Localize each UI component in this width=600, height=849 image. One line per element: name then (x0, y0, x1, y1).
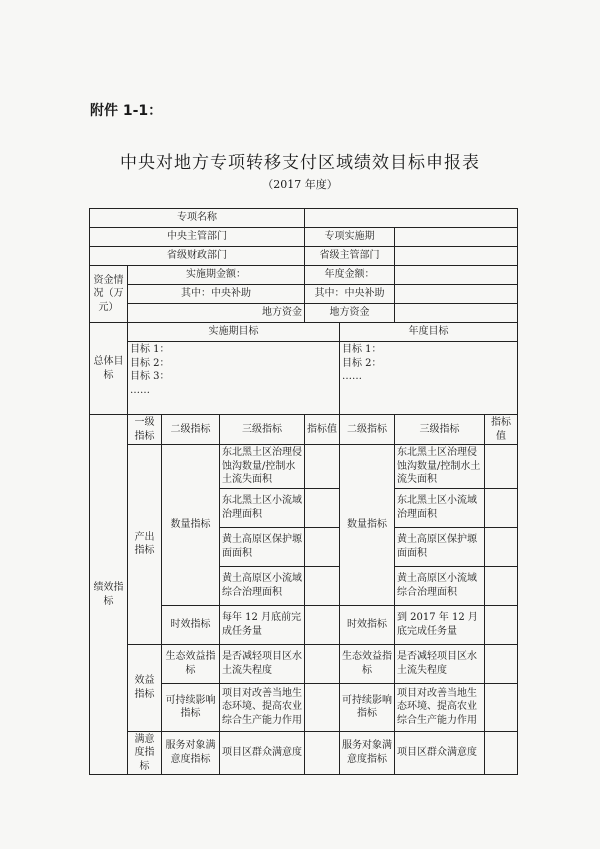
table-cell: 项目区群众满意度 (220, 731, 305, 775)
central-dept-label: 中央主管部门 (90, 228, 305, 247)
table-cell (485, 445, 518, 489)
table-cell (485, 644, 518, 683)
benefit-indicator: 效益指标 (128, 644, 162, 731)
sustain-indicator: 可持续影响指标 (162, 683, 220, 731)
goals-label: 总体目标 (90, 323, 128, 415)
funds-label: 资金情况（万元） (90, 266, 128, 323)
year-goals-header: 年度目标 (340, 323, 518, 342)
year-amount-label: 年度金额： (305, 266, 395, 285)
attachment-label: 附件 1-1： (90, 103, 163, 119)
table-cell: 东北黑土区小流域治理面积 (220, 488, 305, 527)
period-goals-header: 实施期目标 (128, 323, 340, 342)
timeliness-indicator-year: 时效指标 (340, 605, 395, 644)
table-cell: 是否减轻项目区水土流失程度 (395, 644, 485, 683)
satisfaction-indicator: 满意度指标 (128, 731, 162, 775)
project-name-label: 专项名称 (90, 209, 305, 228)
performance-target-table (89, 208, 518, 775)
project-name-value (305, 209, 518, 228)
prov-finance-label: 省级财政部门 (90, 247, 305, 266)
local-funds-year-value (395, 304, 518, 323)
table-cell: 东北黑土区治理侵蚀沟数量/控制水土流失面积 (220, 445, 305, 489)
table-cell (485, 527, 518, 566)
list-item: …… (342, 371, 362, 382)
year-label: （2017 年度） (262, 178, 338, 191)
table-cell: 项目对改善当地生态环境、提高农业综合生产能力作用 (395, 683, 485, 731)
table-cell (305, 731, 340, 775)
level3-header-year: 三级指标 (395, 415, 485, 445)
local-funds-year-label: 地方资金 (305, 304, 395, 323)
prov-dept-value (395, 247, 518, 266)
level2-header: 二级指标 (162, 415, 220, 445)
service-indicator-year: 服务对象满意度指标 (340, 731, 395, 775)
table-cell: 项目区群众满意度 (395, 731, 485, 775)
eco-indicator: 生态效益指标 (162, 644, 220, 683)
list-item: 目标 2： (130, 357, 170, 369)
table-cell: 东北黑土区治理侵蚀沟数量/控制水土流失面积 (395, 445, 485, 489)
page-title: 中央对地方专项转移支付区域绩效目标申报表 (120, 153, 480, 173)
quantity-indicator-year: 数量指标 (340, 445, 395, 606)
impl-period-value (395, 228, 518, 247)
year-goals-list (340, 342, 518, 415)
table-cell: 东北黑土区小流域治理面积 (395, 488, 485, 527)
impl-period-label: 专项实施期 (305, 228, 395, 247)
table-cell (485, 488, 518, 527)
table-cell (305, 683, 340, 731)
table-cell: 是否减轻项目区水土流失程度 (220, 644, 305, 683)
list-item: 目标 1： (342, 344, 382, 355)
quantity-indicator: 数量指标 (162, 445, 220, 606)
period-amount-label: 实施期金额： (128, 266, 305, 285)
table-cell (305, 605, 340, 644)
table-cell: 到 2017 年 12 月底完成任务量 (395, 605, 485, 644)
service-indicator: 服务对象满意度指标 (162, 731, 220, 775)
table-cell: 黄土高原区保护塬面面积 (395, 527, 485, 566)
local-funds-label: 地方资金 (128, 304, 305, 323)
indicators-label: 绩效指标 (90, 415, 128, 775)
list-item: 目标 1： (130, 344, 170, 355)
value-header: 指标值 (305, 415, 340, 445)
table-cell: 黄土高原区保护塬面面积 (220, 527, 305, 566)
table-cell: 黄土高原区小流域综合治理面积 (395, 566, 485, 605)
table-cell (485, 731, 518, 775)
table-cell (305, 527, 340, 566)
table-cell (305, 445, 340, 489)
level2-header-year: 二级指标 (340, 415, 395, 445)
table-cell: 每年 12 月底前完成任务量 (220, 605, 305, 644)
list-item: …… (130, 384, 150, 396)
table-cell: 黄土高原区小流域综合治理面积 (220, 566, 305, 605)
table-cell: 项目对改善当地生态环境、提高农业综合生产能力作用 (220, 683, 305, 731)
table-cell (485, 566, 518, 605)
table-cell (305, 644, 340, 683)
central-subsidy-year-label: 其中：中央补助 (305, 285, 395, 304)
central-subsidy-label: 其中：中央补助 (128, 285, 305, 304)
prov-dept-label: 省级主管部门 (305, 247, 395, 266)
eco-indicator-year: 生态效益指标 (340, 644, 395, 683)
level3-header: 三级指标 (220, 415, 305, 445)
output-indicator: 产出指标 (128, 445, 162, 645)
year-amount-value (395, 266, 518, 285)
table-cell (305, 488, 340, 527)
period-goals-list (128, 342, 340, 415)
table-cell (485, 683, 518, 731)
central-subsidy-year-value (395, 285, 518, 304)
timeliness-indicator: 时效指标 (162, 605, 220, 644)
list-item: 目标 2： (342, 357, 382, 369)
table-cell (485, 605, 518, 644)
list-item: 目标 3： (130, 371, 170, 382)
table-cell (305, 566, 340, 605)
sustain-indicator-year: 可持续影响指标 (340, 683, 395, 731)
level1-header: 一级指标 (128, 415, 162, 445)
value-header-year: 指标值 (485, 415, 518, 445)
